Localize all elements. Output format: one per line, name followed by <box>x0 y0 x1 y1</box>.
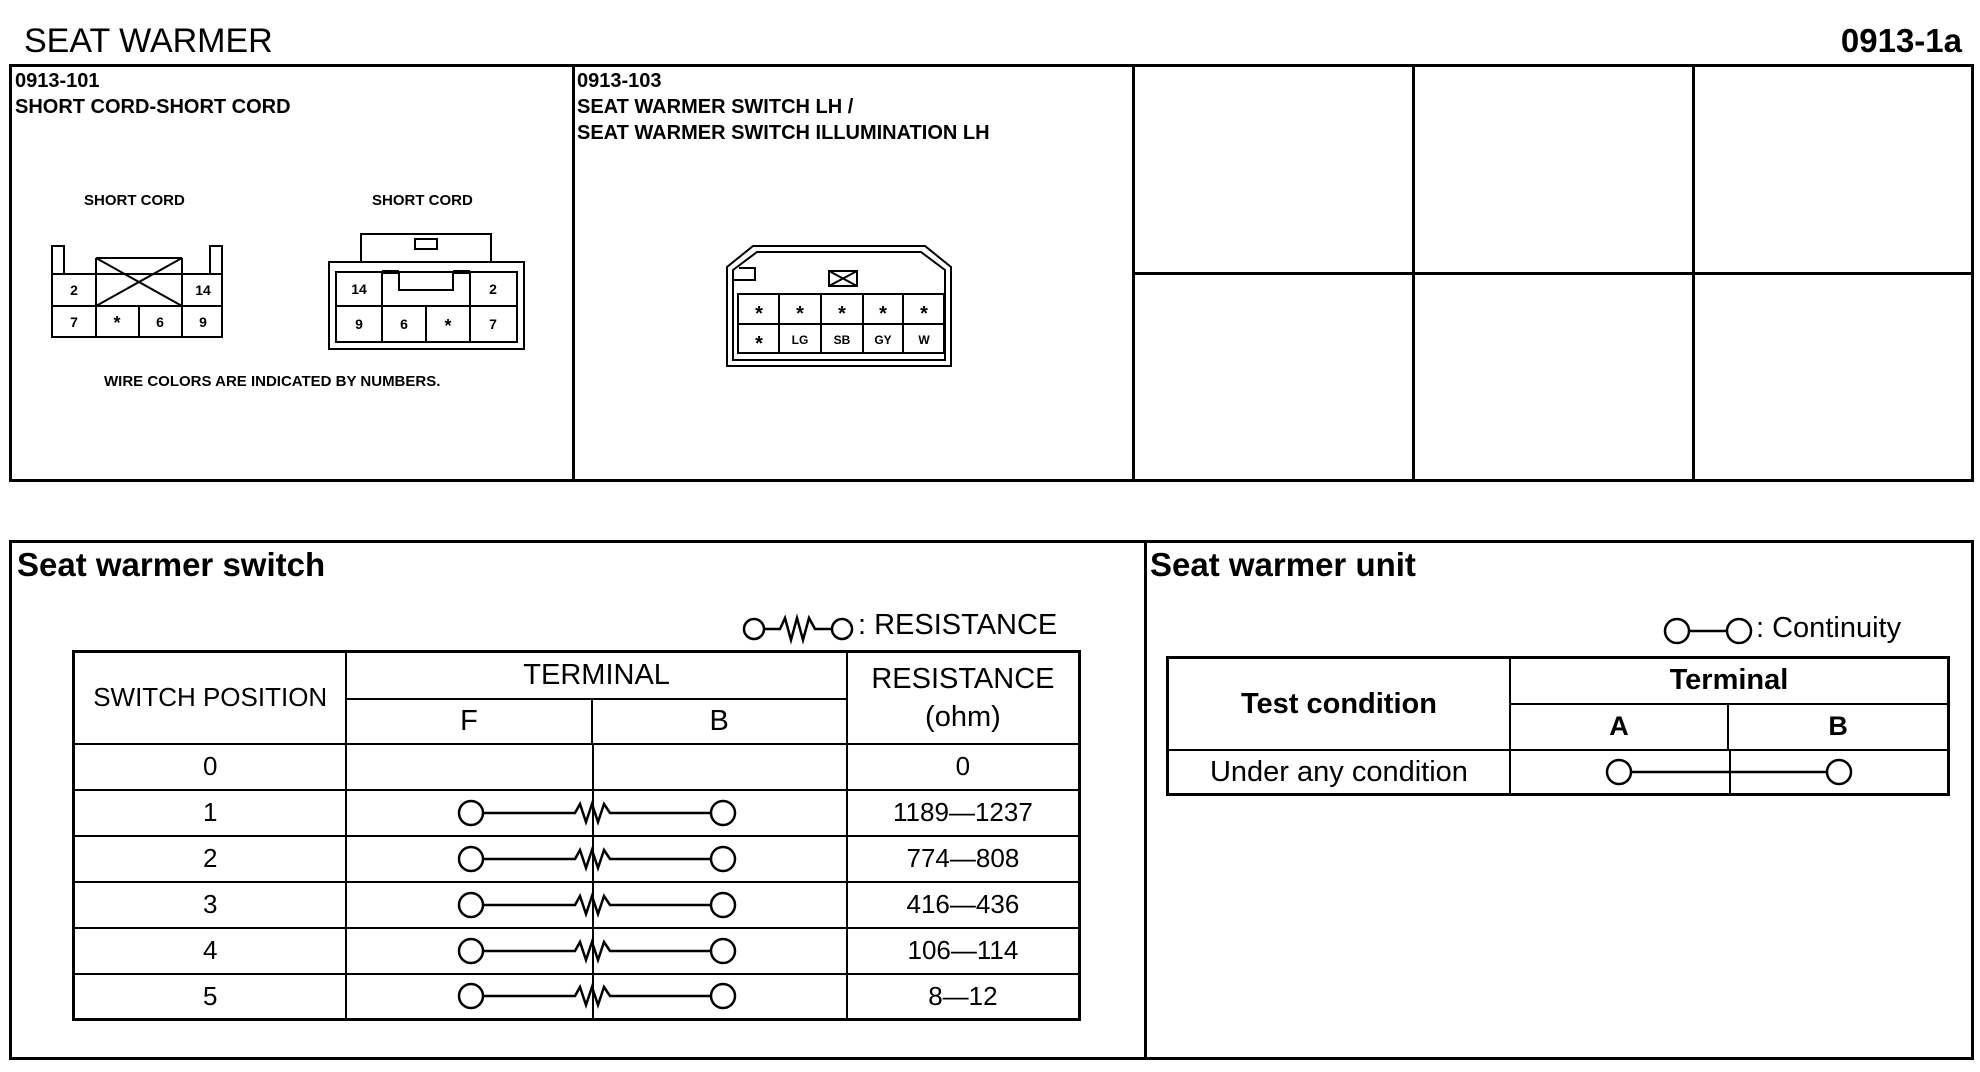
pin-label: * <box>920 303 928 325</box>
switch-row <box>74 882 1080 928</box>
pin-label: * <box>113 313 121 333</box>
connector-2-name-line2: SEAT WARMER SWITCH ILLUMINATION LH <box>577 122 990 144</box>
switch-position-cell: 0 <box>74 744 347 790</box>
resistance-header <box>847 652 1080 744</box>
switch-position-cell: 5 <box>74 974 347 1020</box>
continuity-cell <box>1510 750 1949 794</box>
pin-label: 6 <box>156 314 164 330</box>
unit-section-title: Seat warmer unit <box>1150 546 1416 583</box>
empty-cell-divider <box>1132 272 1974 275</box>
terminal-connection-cell <box>346 928 846 974</box>
resistance-value-cell: 1189—1237 <box>847 790 1080 836</box>
connector-1-note: WIRE COLORS ARE INDICATED BY NUMBERS. <box>104 373 441 390</box>
switch-row <box>74 974 1080 1020</box>
pin-label: SB <box>833 333 851 347</box>
resistance-legend-label: : RESISTANCE <box>858 609 1058 641</box>
terminal-connection-cell <box>346 836 846 882</box>
terminal-a-header: A <box>1510 704 1728 750</box>
resistance-value-cell: 8—12 <box>847 974 1080 1020</box>
terminal-connection-cell <box>346 790 846 836</box>
resistance-connection-icon <box>457 888 737 922</box>
pin-label: * <box>444 316 452 336</box>
pin-label: * <box>755 303 763 325</box>
switch-position-cell: 3 <box>74 882 347 928</box>
unit-terminal-header: Terminal <box>1510 658 1949 704</box>
switch-section-title: Seat warmer switch <box>17 546 326 583</box>
inspection-divider <box>1144 543 1147 1057</box>
pin-label: * <box>755 333 763 355</box>
unit-continuity-table <box>1166 656 1950 796</box>
resistance-connection-icon <box>457 934 737 968</box>
resistance-value-cell: 0 <box>847 744 1080 790</box>
test-condition-header: Test condition <box>1168 658 1510 751</box>
pin-label: 7 <box>70 314 78 330</box>
terminal-connection-cell <box>346 744 846 790</box>
resistance-value-cell: 416—436 <box>847 882 1080 928</box>
pin-label: * <box>879 303 887 325</box>
switch-position-cell: 4 <box>74 928 347 974</box>
switch-resistance-table <box>72 650 1081 1021</box>
page-title: SEAT WARMER <box>24 22 273 60</box>
resistance-header-line2: (ohm) <box>925 700 1001 733</box>
connector-1-left-label: SHORT CORD <box>84 192 185 209</box>
resistance-value-cell: 106—114 <box>847 928 1080 974</box>
switch-position-cell: 1 <box>74 790 347 836</box>
resistance-header-line1: RESISTANCE <box>871 662 1055 695</box>
terminal-cell-divider <box>592 745 594 789</box>
terminal-header: TERMINAL <box>346 652 846 699</box>
terminal-connection-cell <box>346 974 846 1020</box>
seat-warmer-switch-connector <box>725 240 957 370</box>
page-code: 0913-1a <box>1840 22 1962 59</box>
pin-label: 14 <box>351 281 367 297</box>
resistance-symbol-icon <box>742 612 854 646</box>
continuity-legend-label: : Continuity <box>1756 612 1902 644</box>
continuity-line-icon <box>1604 755 1854 789</box>
switch-row <box>74 790 1080 836</box>
short-cord-connector-left <box>48 244 228 340</box>
pin-label: GY <box>874 333 892 347</box>
unit-condition-cell: Under any condition <box>1168 750 1510 794</box>
switch-row <box>74 928 1080 974</box>
connector-2-name-line1: SEAT WARMER SWITCH LH / <box>577 96 854 118</box>
terminal-connection-cell <box>346 882 846 928</box>
pin-label: * <box>796 303 804 325</box>
terminal-f-header: F <box>346 699 591 744</box>
terminal-b-header: B <box>592 699 847 744</box>
pin-label: 9 <box>355 316 363 332</box>
switch-row <box>74 836 1080 882</box>
resistance-connection-icon <box>457 979 737 1013</box>
connector-1-id: 0913-101 <box>15 70 100 92</box>
pin-label: 9 <box>199 314 207 330</box>
unit-terminal-b-header: B <box>1728 704 1948 750</box>
connector-1-name: SHORT CORD-SHORT CORD <box>15 96 291 118</box>
continuity-symbol-icon <box>1663 614 1753 648</box>
connector-2-id: 0913-103 <box>577 70 662 92</box>
pin-label: LG <box>791 333 809 347</box>
pin-label: * <box>838 303 846 325</box>
short-cord-connector-right <box>326 232 528 352</box>
connector-1-right-label: SHORT CORD <box>372 192 473 209</box>
resistance-connection-icon <box>457 796 737 830</box>
resistance-connection-icon <box>457 842 737 876</box>
pin-label: 7 <box>489 316 497 332</box>
pin-label: 6 <box>400 316 408 332</box>
pin-label: W <box>918 333 930 347</box>
switch-position-cell: 2 <box>74 836 347 882</box>
pin-label: 2 <box>70 282 78 298</box>
switch-position-header: SWITCH POSITION <box>74 652 347 744</box>
connector-frame <box>9 64 1974 482</box>
switch-row <box>74 744 1080 790</box>
pin-label: 2 <box>489 281 497 297</box>
resistance-value-cell: 774—808 <box>847 836 1080 882</box>
pin-label: 14 <box>195 282 211 298</box>
